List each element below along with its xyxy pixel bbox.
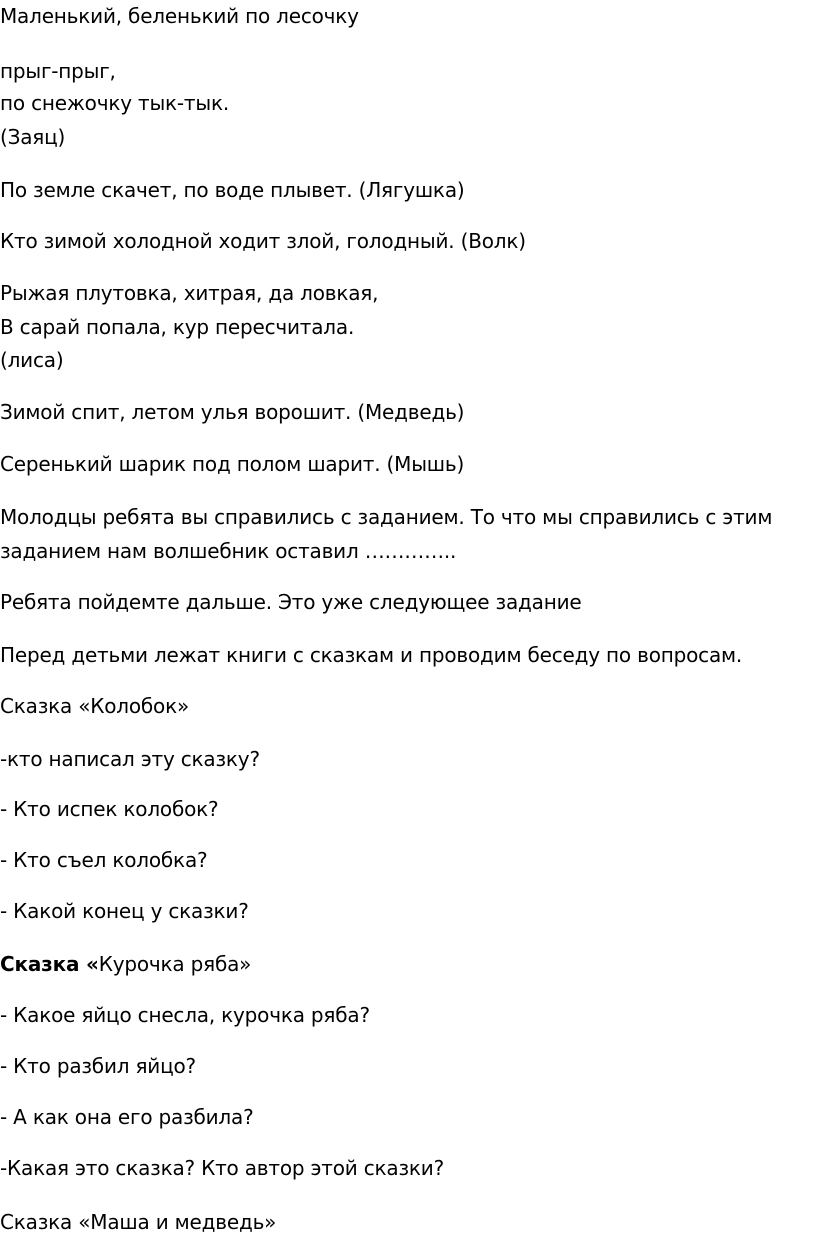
ryaba-question-4: -Какая это сказка? Кто автор этой сказки?: [0, 1156, 444, 1180]
riddle-fox-answer: (лиса): [0, 348, 64, 372]
next-task-text: Ребята пойдемте дальше. Это уже следующее задание: [0, 590, 582, 614]
riddle-bear: Зимой спит, летом улья ворошит. (Медведь): [0, 400, 465, 424]
riddle-wolf: Кто зимой холодной ходит злой, голодный. (Волк): [0, 229, 526, 253]
ryaba-question-1: - Какое яйцо снесла, курочка ряба?: [0, 1003, 370, 1027]
praise-line-2: заданием нам волшебник оставил …………..: [0, 539, 457, 563]
ryaba-question-2: - Кто разбил яйцо?: [0, 1054, 196, 1078]
riddle-hare-line-3: по снежочку тык-тык.: [0, 91, 230, 115]
riddle-mouse: Серенький шарик под полом шарит. (Мышь): [0, 452, 465, 476]
kolobok-question-3: - Кто съел колобка?: [0, 848, 208, 872]
kolobok-question-1: -кто написал эту сказку?: [0, 747, 260, 771]
fairy-tale-ryaba-title: [0, 952, 251, 976]
kolobok-question-2: - Кто испек колобок?: [0, 797, 219, 821]
fairy-tale-ryaba-title-rest: Курочка ряба»: [98, 952, 252, 976]
kolobok-question-4: - Какой конец у сказки?: [0, 899, 249, 923]
praise-line-1: Молодцы ребята вы справились с заданием. То что мы справились с этим: [0, 505, 773, 529]
fairy-tale-kolobok-title: Сказка «Колобок»: [0, 694, 190, 718]
riddle-frog: По земле скачет, по воде плывет. (Лягушка): [0, 178, 465, 202]
riddle-fox-line-1: Рыжая плутовка, хитрая, да ловкая,: [0, 281, 379, 305]
riddle-hare-line-1: Маленький, беленький по лесочку: [0, 4, 359, 28]
fairy-tale-ryaba-title-bold: Сказка «: [0, 952, 99, 976]
riddle-hare-answer: (Заяц): [0, 125, 66, 149]
fairy-tale-masha-title: Сказка «Маша и медведь»: [0, 1210, 277, 1234]
riddle-fox-line-2: В сарай попала, кур пересчитала.: [0, 315, 355, 339]
riddle-hare-line-2: прыг-прыг,: [0, 59, 116, 83]
instructions-text: Перед детьми лежат книги с сказкам и проводим беседу по вопросам.: [0, 643, 743, 667]
ryaba-question-3: - А как она его разбила?: [0, 1105, 254, 1129]
